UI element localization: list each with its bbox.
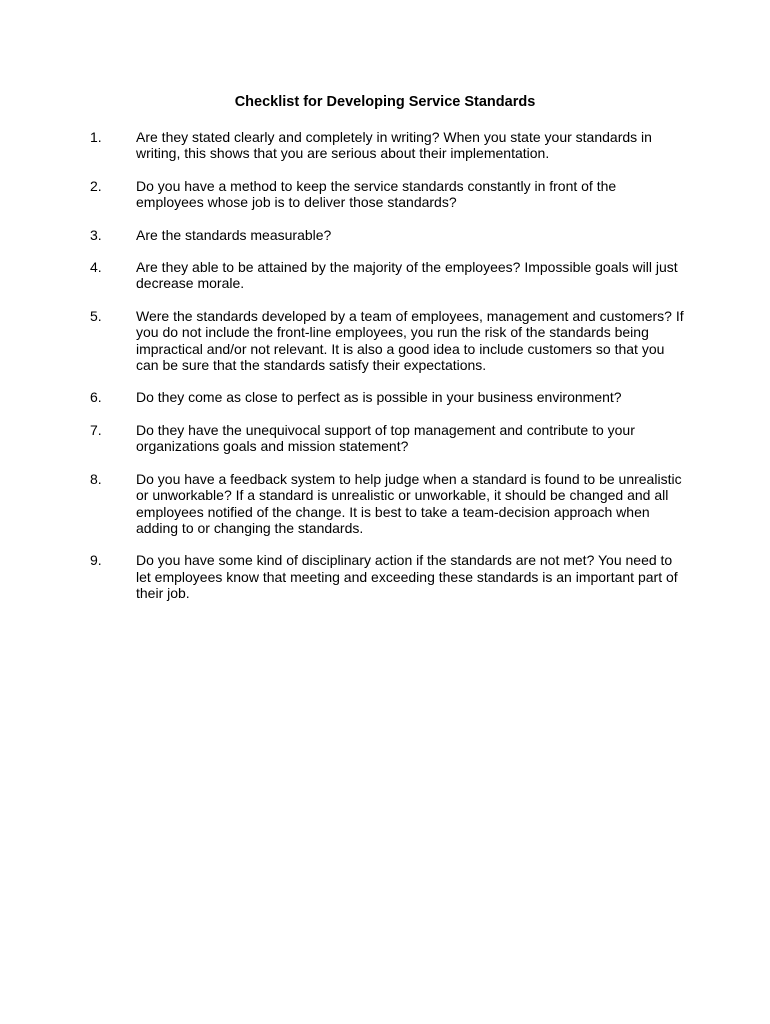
list-item-text: Do you have some kind of disciplinary action if the standards are not met? You need to let employees know that meeting and exceeding these standards is an important part of their job. — [136, 552, 678, 602]
list-item — [0, 259, 770, 292]
list-item-text: Do you have a feedback system to help judge when a standard is found to be unrealistic or unworkable? If a standard is unrealistic or unworkable, it should be changed and all employees notified of the change. It is best to take a team-decision approach when adding to or changing the standards. — [136, 470, 682, 536]
list-item-text: Are they stated clearly and completely in writing? When you state your standards in writing, this shows that you are serious about their implementation. — [136, 129, 652, 162]
list-item-text: Were the standards developed by a team of employees, management and customers? If you do not include the front-line employees, you run the risk of the standards being impractical and/or not relevant. It is also a good idea to include customers so that you can be sure that the standards satisfy their expectations. — [136, 307, 684, 374]
list-item — [0, 129, 770, 162]
checklist — [0, 129, 770, 618]
list-item-number: 8. — [90, 470, 102, 487]
list-item-number: 2. — [90, 177, 102, 194]
list-item-number: 7. — [90, 421, 102, 438]
list-item — [0, 178, 770, 211]
list-item-text: Are they able to be attained by the majority of the employees? Impossible goals will just decrease morale. — [136, 259, 678, 292]
list-item — [0, 422, 770, 455]
list-item-text: Do they have the unequivocal support of top management and contribute to your organizations goals and mission statement? — [136, 421, 635, 455]
list-item-text: Do you have a method to keep the service standards constantly in front of the employees whose job is to deliver those standards? — [136, 177, 617, 211]
list-item — [0, 308, 770, 374]
list-item-number: 5. — [90, 307, 102, 324]
list-item-number: 6. — [90, 389, 102, 406]
list-item — [0, 552, 770, 601]
page-title: Checklist for Developing Service Standards — [234, 94, 536, 110]
list-item-number: 1. — [90, 129, 102, 145]
list-item — [0, 227, 770, 243]
list-item-text: Are the standards measurable? — [136, 226, 332, 243]
list-item-text: Do they come as close to perfect as is possible in your business environment? — [136, 389, 622, 406]
list-item-number: 3. — [90, 226, 102, 243]
list-item — [0, 389, 770, 405]
list-item-number: 9. — [90, 552, 102, 569]
list-item — [0, 471, 770, 537]
list-item-number: 4. — [90, 259, 102, 276]
